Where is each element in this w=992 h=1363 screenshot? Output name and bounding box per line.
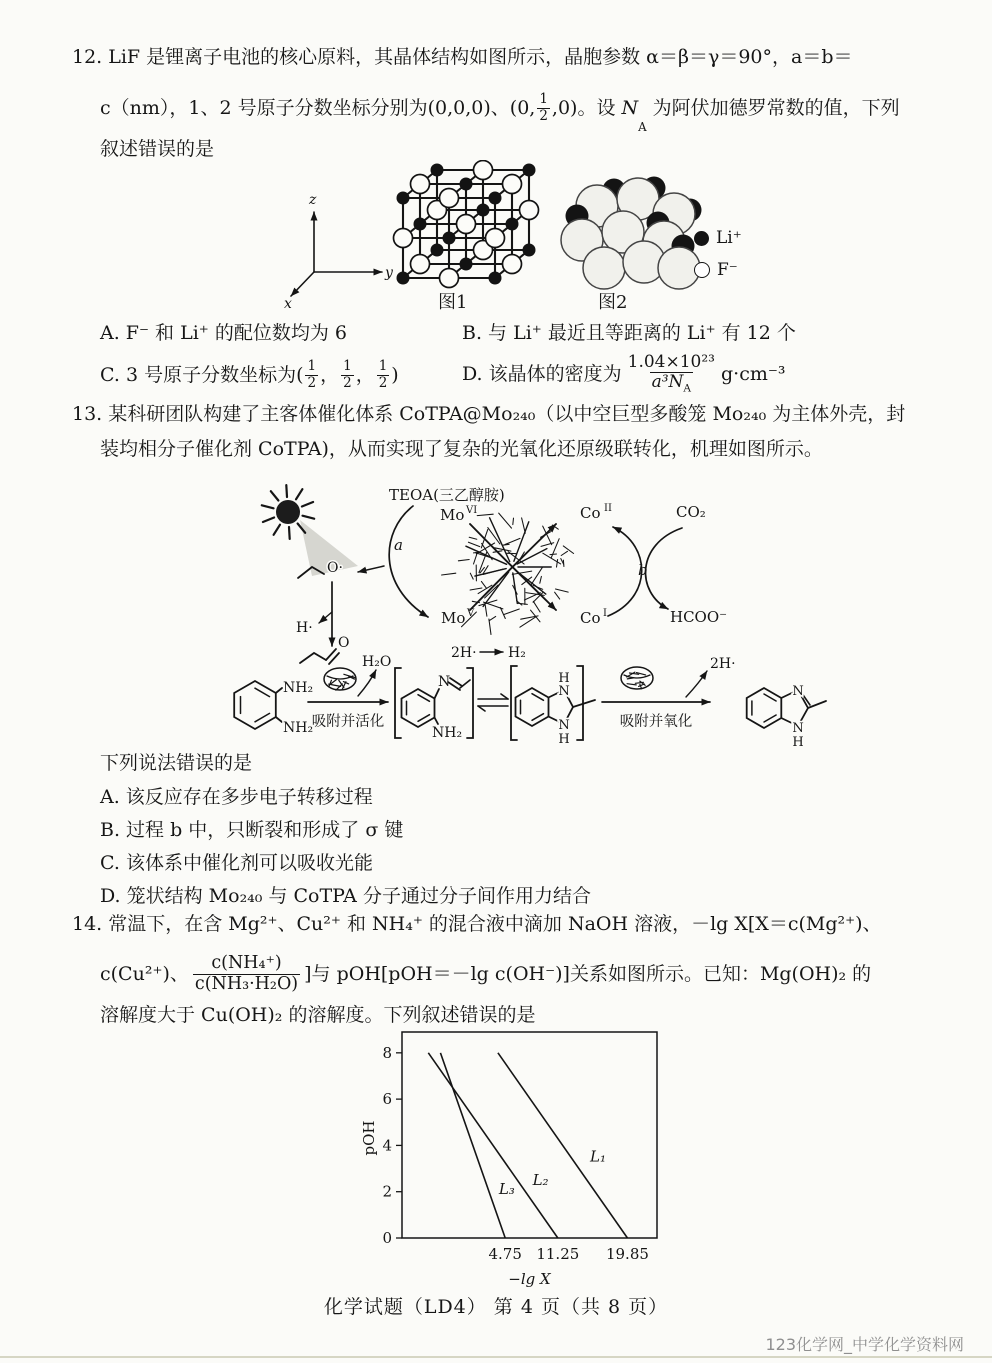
fraction-half: $\frac{1}{2}$ — [343, 358, 352, 391]
q14-line1-text: 常温下，在含 Mg²⁺、Cu²⁺ 和 NH₄⁺ 的混合液中滴加 NaOH 溶液，－lg X[X＝c(Mg²⁺)、 — [108, 913, 882, 935]
q14-line3: 溶解度大于 Cu(OH)₂ 的溶解度。下列叙述错误的是 — [100, 1004, 536, 1026]
y-tick-label: 0 — [382, 1229, 392, 1247]
ball-stick-lattice — [394, 161, 539, 288]
imine-nitrogen-label: N — [438, 674, 451, 690]
fraction-half: $\frac{1}{2}$ — [378, 358, 388, 391]
q13-option-b: B. 过程 b 中，只断裂和形成了 σ 键 — [100, 819, 404, 841]
ratio-numerator: c(NH₄⁺) — [211, 952, 282, 973]
q12-line1-text: LiF 是锂离子电池的核心原料，其晶体结构如图所示，晶胞参数 α＝β＝γ＝90°，a＝b＝ — [108, 46, 853, 68]
q12-option-a: A. F⁻ 和 Li⁺ 的配位数均为 6 — [100, 322, 347, 344]
q12-option-b: B. 与 Li⁺ 最近且等距离的 Li⁺ 有 12 个 — [462, 322, 796, 344]
page-footer: 化学试题（LD4） 第 4 页（共 8 页） — [323, 1296, 669, 1318]
acetaldehyde-structure — [300, 635, 349, 664]
h-radical-label: H· — [296, 620, 313, 636]
q12-option-d — [462, 348, 786, 400]
legend-f-ion — [694, 260, 738, 280]
poh-graph — [360, 1022, 680, 1298]
comma: ， — [320, 363, 340, 386]
q14-line2-post: ]与 pOH[pOH＝－lg c(OH⁻)]关系如图所示。已知：Mg(OH)₂ 的 — [304, 962, 872, 985]
open-sphere-icon — [694, 262, 710, 278]
series-line — [440, 1053, 505, 1238]
figure-1-caption: 图1 — [438, 292, 468, 313]
fraction-half: $\frac{1}{2}$ — [307, 358, 317, 391]
oxidation-arrow — [602, 656, 736, 730]
activation-arrow — [308, 654, 391, 730]
legend-f-label: F⁻ — [717, 260, 738, 280]
avogadro-subscript: A — [638, 119, 647, 134]
nh2-label: NH₂ — [283, 680, 314, 696]
avogadro-symbol: N — [621, 96, 639, 119]
filled-sphere-icon — [694, 231, 709, 246]
q12-line2-post: 为阿伏加德罗常数的值，下列 — [646, 96, 900, 119]
h2o-label: H₂O — [362, 654, 392, 670]
crystal-axes-figure — [282, 190, 397, 316]
nh2-label: NH₂ — [432, 725, 463, 741]
light-burst-icon — [262, 485, 358, 576]
crystal-figure-1 — [383, 160, 558, 296]
series-label: L₃ — [498, 1180, 515, 1199]
adsorb-activate-label: 吸附并活化 — [311, 714, 385, 730]
q14-number: 14. — [72, 913, 103, 935]
q12-option-d-pre: D. 该晶体的密度为 — [462, 362, 622, 385]
space-filling-cluster — [561, 177, 702, 290]
nh2-label: NH₂ — [283, 720, 314, 736]
teoa-label: TEOA(三乙醇胺) — [389, 486, 505, 504]
mo-vi-ox-state: VI — [466, 505, 478, 516]
q13-line2: 装均相分子催化剂 CoTPA)，从而实现了复杂的光氧化还原级联转化，机理如图所示。 — [100, 438, 823, 460]
adsorb-oxidize-label: 吸附并氧化 — [619, 714, 693, 730]
q13-number: 13. — [72, 403, 103, 425]
scan-edge-line — [0, 1356, 992, 1358]
series-label: L₂ — [532, 1170, 549, 1189]
mo-vi-label: Mo — [440, 506, 465, 524]
nh-hydrogen-label: H — [558, 671, 570, 686]
x-axis-label: −lg X — [508, 1270, 551, 1288]
q13-option-a: A. 该反应存在多步电子转移过程 — [100, 786, 373, 808]
figure-2-caption: 图2 — [598, 292, 628, 313]
site-watermark: 123化学网_中学化学资料网 — [765, 1335, 964, 1354]
carbonyl-oxygen-label: O — [338, 635, 350, 651]
ring-nitrogen-label: N — [792, 684, 804, 699]
benzimidazole-product-structure — [747, 684, 826, 750]
ratio-denominator: c(NH₃·H₂O) — [194, 973, 299, 994]
step-a-label: a — [394, 536, 403, 554]
q13-option-c: C. 该体系中催化剂可以吸收光能 — [100, 852, 373, 874]
x-tick-label: 4.75 — [488, 1245, 522, 1263]
q14-line2-pre: c(Cu²⁺)、 — [100, 962, 189, 985]
co-redox-cycle — [580, 503, 727, 627]
ring-nitrogen-label: N — [792, 721, 804, 736]
q13-line1-text: 某科研团队构建了主客体催化体系 CoTPA@Mo₂₄₀（以中空巨型多酸笼 Mo₂₄₀ 为主体外壳，封 — [108, 403, 906, 425]
x-tick-label: 19.85 — [605, 1245, 649, 1263]
two-h-label: 2H· — [451, 645, 477, 661]
step-b-label: b — [638, 561, 648, 579]
q14-line2 — [100, 946, 871, 1002]
series-label: L₁ — [590, 1147, 607, 1166]
density-fraction — [626, 353, 717, 395]
y-axis-label: pOH — [360, 1120, 378, 1156]
mo-v-label: Mo — [441, 609, 466, 627]
q13-stem: 下列说法错误的是 — [100, 752, 253, 774]
q12-line1 — [72, 46, 853, 69]
fraction-half: $\frac{1}{2}$ — [539, 91, 548, 124]
q13-option-d: D. 笼状结构 Mo₂₄₀ 与 CoTPA 分子通过分子间作用力结合 — [100, 885, 591, 907]
h2-label: H₂ — [508, 645, 526, 661]
legend-li-label: Li⁺ — [716, 228, 742, 248]
h2-evolution — [451, 645, 526, 661]
oxygen-radical-label: O· — [327, 560, 343, 576]
y-tick-label: 6 — [382, 1090, 392, 1109]
axis-y-label: y — [385, 265, 393, 281]
series-line — [428, 1053, 558, 1238]
q12-option-c-pre: C. 3 号原子分数坐标为( — [100, 363, 304, 386]
dihydrobenzimidazole-structure — [511, 666, 595, 747]
axis-x-label: x — [284, 296, 292, 312]
co-ii-ox-state: II — [604, 503, 612, 514]
mechanism-diagram — [170, 470, 990, 774]
q12-line2-pre: c（nm），1、2 号原子分数坐标分别为(0,0,0)、(0, — [100, 96, 536, 119]
ring-nitrogen-label: N — [558, 718, 570, 733]
y-tick-label: 8 — [382, 1043, 392, 1062]
co2-label: CO₂ — [676, 503, 706, 521]
y-tick-label: 2 — [382, 1182, 392, 1201]
q12-option-c-post: ) — [391, 363, 399, 386]
q12-line2-mid: ,0)。设 — [551, 96, 622, 119]
density-denominator: $a^3N_A$ — [651, 371, 692, 395]
diamine-structure — [234, 680, 313, 736]
density-numerator: 1.04×10²³ — [627, 351, 715, 372]
formate-label: HCOO⁻ — [670, 608, 728, 626]
two-h-radical-label: 2H· — [710, 656, 736, 672]
q12-line3: 叙述错误的是 — [100, 138, 215, 160]
density-unit: g·cm⁻³ — [721, 362, 786, 385]
equilibrium-arrows — [478, 694, 508, 711]
x-tick-label: 11.25 — [536, 1245, 580, 1263]
imine-intermediate-structure — [395, 668, 473, 741]
axis-z-label: z — [309, 192, 317, 208]
mo-redox-cycle — [358, 505, 477, 627]
mo-v-ox-state: V — [467, 608, 475, 619]
plot-frame — [402, 1032, 657, 1238]
y-tick-label: 4 — [382, 1136, 392, 1155]
legend-li-ion — [694, 228, 742, 248]
concentration-ratio-fraction — [193, 954, 300, 994]
nh-hydrogen-label: H — [792, 735, 804, 750]
q12-number: 12. — [72, 46, 103, 68]
co-i-ox-state: I — [603, 608, 607, 619]
ring-nitrogen-label: N — [558, 684, 570, 699]
co-ii-label: Co — [580, 504, 601, 522]
q14-line1 — [72, 913, 882, 936]
comma: ， — [355, 363, 375, 386]
q12-line2 — [100, 86, 900, 134]
crystal-figure-2 — [552, 166, 702, 298]
nh-hydrogen-label: H — [558, 732, 570, 747]
q12-option-c — [100, 352, 399, 398]
q13-line1 — [72, 403, 905, 426]
series-line — [498, 1053, 628, 1238]
co-i-label: Co — [580, 609, 601, 627]
